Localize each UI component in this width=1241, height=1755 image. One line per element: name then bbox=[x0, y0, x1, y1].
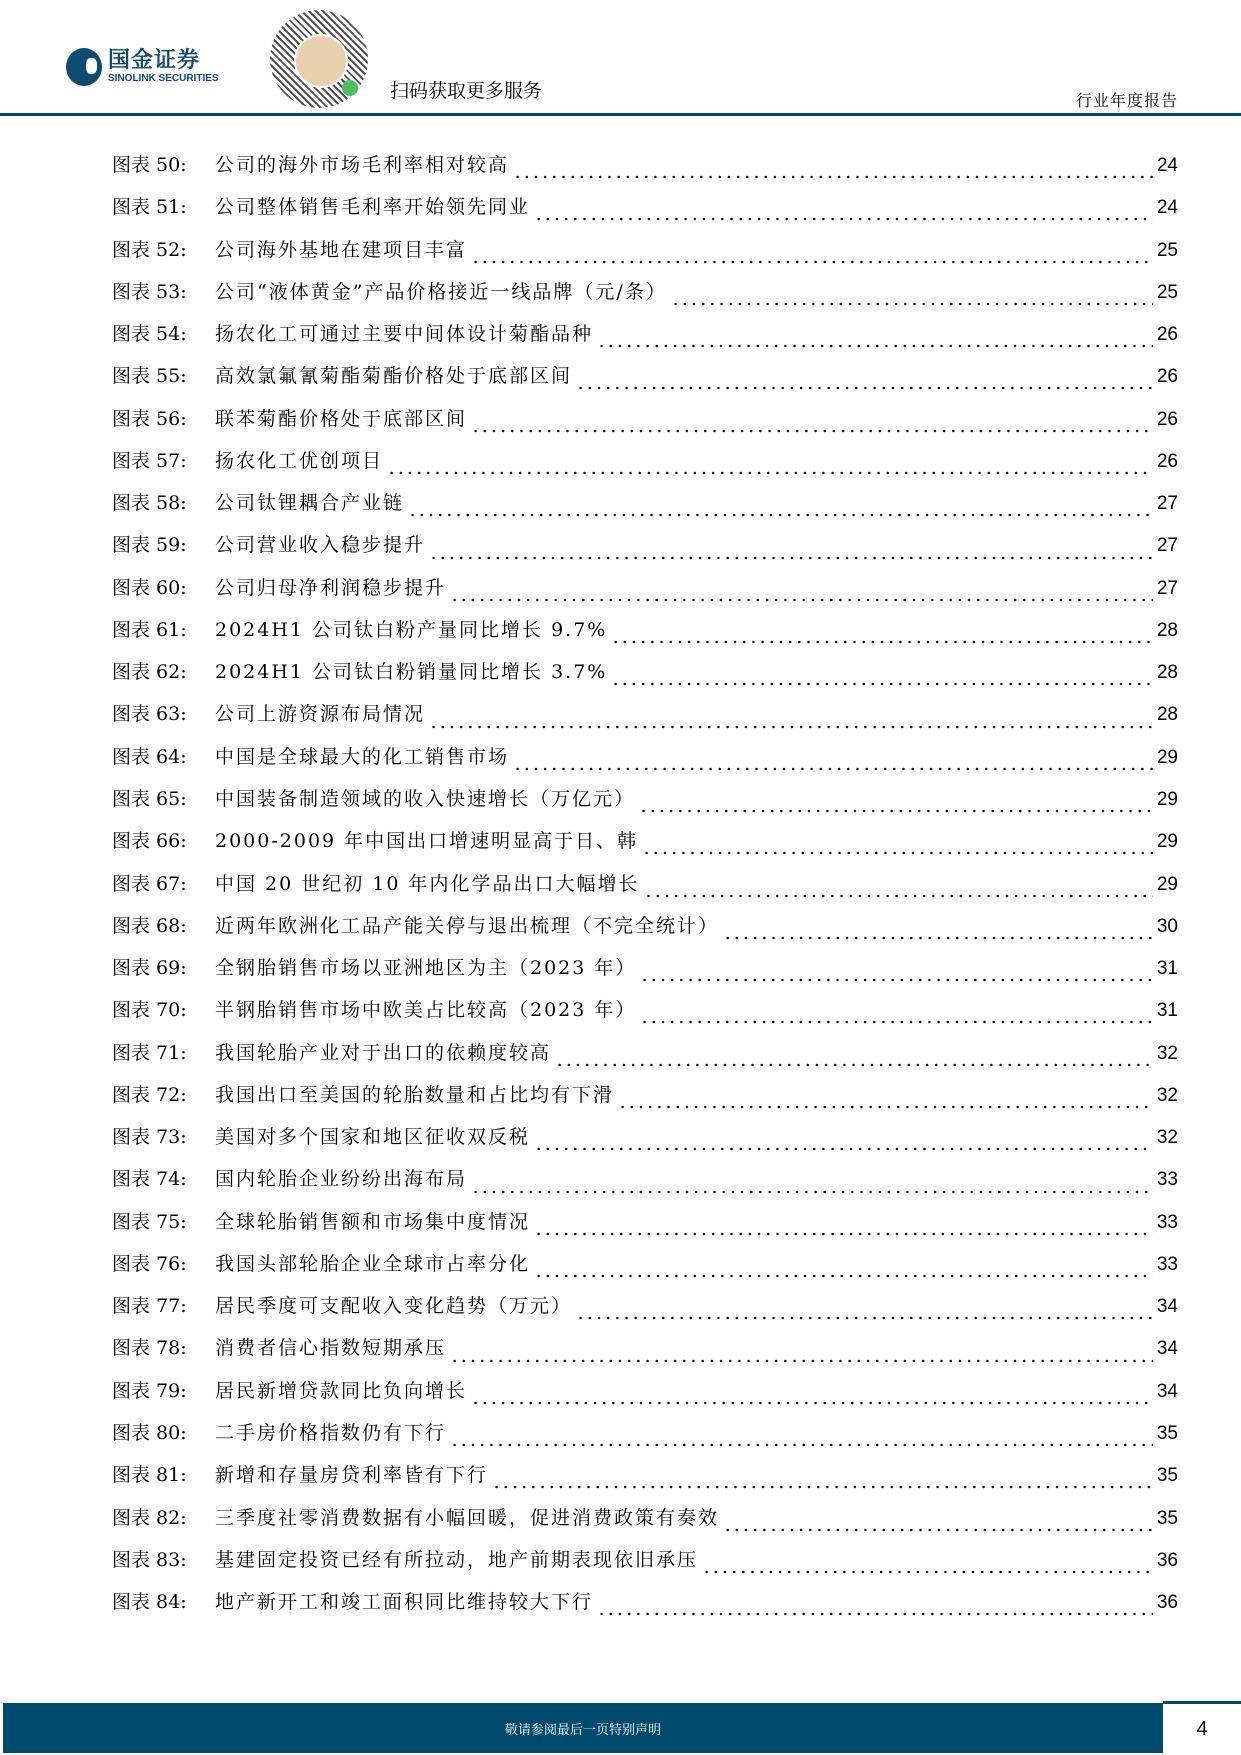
company-logo bbox=[66, 48, 219, 86]
figure-title[interactable]: 公司“液体黄金”产品价格接近一线品牌（元/条） bbox=[215, 280, 667, 303]
toc-entry[interactable] bbox=[112, 404, 1178, 446]
figure-title[interactable]: 公司海外基地在建项目丰富 bbox=[215, 238, 468, 261]
toc-entry[interactable] bbox=[112, 530, 1178, 572]
toc-entry[interactable] bbox=[112, 1460, 1178, 1502]
figure-title[interactable]: 公司钛锂耦合产业链 bbox=[215, 492, 405, 515]
dot-leader bbox=[513, 767, 1153, 771]
figure-label: 图表 51: bbox=[112, 196, 187, 219]
figure-label: 图表 53: bbox=[112, 280, 187, 303]
figure-title[interactable]: 我国头部轮胎企业全球市占率分化 bbox=[215, 1252, 531, 1275]
toc-entry[interactable] bbox=[112, 150, 1178, 192]
dot-leader bbox=[597, 1612, 1153, 1616]
figure-title[interactable]: 新增和存量房贷利率皆有下行 bbox=[215, 1464, 489, 1487]
figure-label: 图表 74: bbox=[112, 1168, 187, 1191]
dot-leader bbox=[429, 725, 1153, 729]
toc-entry[interactable] bbox=[112, 699, 1178, 741]
figure-title[interactable]: 公司上游资源布局情况 bbox=[215, 703, 426, 726]
figure-title[interactable]: 二手房价格指数仍有下行 bbox=[215, 1421, 447, 1444]
figure-label: 图表 61: bbox=[112, 618, 187, 641]
figure-label: 图表 52: bbox=[112, 238, 187, 261]
figure-title[interactable]: 国内轮胎企业纷纷出海布局 bbox=[215, 1168, 468, 1191]
page-ref[interactable]: 26 bbox=[1156, 324, 1178, 346]
dot-leader bbox=[671, 302, 1153, 306]
figure-title[interactable]: 扬农化工可通过主要中间体设计菊酯品种 bbox=[215, 323, 594, 346]
toc-entry[interactable] bbox=[112, 953, 1178, 995]
figure-title[interactable]: 2000-2009 年中国出口增速明显高于日、韩 bbox=[215, 830, 639, 853]
dot-leader bbox=[640, 978, 1152, 982]
toc-entry[interactable] bbox=[112, 826, 1178, 868]
page-ref[interactable]: 34 bbox=[1156, 1380, 1178, 1402]
dot-leader bbox=[450, 1359, 1153, 1363]
mini-program-icon bbox=[342, 80, 358, 96]
page-ref[interactable]: 26 bbox=[1156, 450, 1178, 472]
page-ref[interactable]: 35 bbox=[1156, 1422, 1178, 1444]
figure-label: 图表 67: bbox=[112, 872, 187, 895]
figure-title[interactable]: 居民季度可支配收入变化趋势（万元） bbox=[215, 1295, 573, 1318]
figure-label: 图表 80: bbox=[112, 1421, 187, 1444]
dot-leader bbox=[429, 556, 1153, 560]
toc-entry[interactable] bbox=[112, 1545, 1178, 1587]
figure-title[interactable]: 联苯菊酯价格处于底部区间 bbox=[215, 407, 468, 430]
toc-entry[interactable] bbox=[112, 1207, 1178, 1249]
figure-title[interactable]: 近两年欧洲化工品产能关停与退出梳理（不完全统计） bbox=[215, 914, 720, 937]
dot-leader bbox=[640, 1020, 1152, 1024]
figure-label: 图表 56: bbox=[112, 407, 187, 430]
figure-title[interactable]: 我国出口至美国的轮胎数量和占比均有下滑 bbox=[215, 1083, 615, 1106]
toc-entry[interactable] bbox=[112, 1418, 1178, 1460]
figure-title[interactable]: 地产新开工和竣工面积同比维持较大下行 bbox=[215, 1591, 594, 1614]
figure-label: 图表 55: bbox=[112, 365, 187, 388]
toc-entry[interactable] bbox=[112, 911, 1178, 953]
figure-label: 图表 70: bbox=[112, 999, 187, 1022]
figure-title[interactable]: 公司的海外市场毛利率相对较高 bbox=[215, 154, 510, 176]
toc-entry[interactable] bbox=[112, 742, 1178, 784]
dot-leader bbox=[723, 936, 1153, 940]
toc-entry[interactable] bbox=[112, 1291, 1178, 1333]
figure-label: 图表 54: bbox=[112, 323, 187, 346]
page-ref[interactable]: 29 bbox=[1156, 873, 1178, 895]
figure-title[interactable]: 中国装备制造领域的收入快速增长（万亿元） bbox=[215, 787, 636, 810]
figure-title[interactable]: 公司营业收入稳步提升 bbox=[215, 534, 426, 557]
page-ref[interactable]: 34 bbox=[1156, 1296, 1178, 1318]
dot-leader bbox=[471, 1190, 1153, 1194]
figure-title[interactable]: 居民新增贷款同比负向增长 bbox=[215, 1379, 468, 1402]
qr-code-icon[interactable] bbox=[270, 10, 368, 108]
figure-title[interactable]: 美国对多个国家和地区征收双反税 bbox=[215, 1126, 531, 1149]
figure-title[interactable]: 扬农化工优创项目 bbox=[215, 449, 384, 472]
toc-entry[interactable] bbox=[112, 995, 1178, 1037]
toc-entry[interactable] bbox=[112, 784, 1178, 826]
toc-entry[interactable] bbox=[112, 361, 1178, 403]
qr-center-logo bbox=[294, 34, 348, 88]
toc-entry[interactable] bbox=[112, 1587, 1178, 1629]
page-ref[interactable]: 28 bbox=[1156, 704, 1178, 726]
toc-entry[interactable] bbox=[112, 869, 1178, 911]
figure-label: 图表 66: bbox=[112, 830, 187, 853]
dot-leader bbox=[471, 260, 1153, 264]
page-ref[interactable]: 31 bbox=[1156, 1000, 1178, 1022]
page-ref[interactable]: 29 bbox=[1156, 746, 1178, 768]
page-ref[interactable]: 29 bbox=[1156, 788, 1178, 810]
toc-entry[interactable] bbox=[112, 1333, 1178, 1375]
logo-mark-icon bbox=[66, 48, 102, 86]
figure-title[interactable]: 我国轮胎产业对于出口的依赖度较高 bbox=[215, 1041, 552, 1064]
toc-entry[interactable] bbox=[112, 192, 1178, 234]
page-ref[interactable]: 24 bbox=[1156, 197, 1178, 219]
figure-label: 图表 57: bbox=[112, 449, 187, 472]
figure-label: 图表 84: bbox=[112, 1591, 187, 1614]
dot-leader bbox=[702, 1570, 1153, 1574]
figure-label: 图表 76: bbox=[112, 1252, 187, 1275]
logo-chinese-name: 国金证券 bbox=[108, 48, 201, 73]
figure-label: 图表 59: bbox=[112, 534, 187, 557]
toc-entry[interactable] bbox=[112, 235, 1178, 277]
figure-title[interactable]: 消费者信心指数短期承压 bbox=[215, 1337, 447, 1360]
page-ref[interactable]: 27 bbox=[1156, 535, 1178, 557]
dot-leader bbox=[471, 429, 1153, 433]
toc-entry[interactable] bbox=[112, 615, 1178, 657]
page-ref[interactable]: 34 bbox=[1156, 1338, 1178, 1360]
toc-entry[interactable] bbox=[112, 277, 1178, 319]
report-type-label: 行业年度报告 bbox=[1075, 91, 1178, 110]
dot-leader bbox=[644, 894, 1153, 898]
toc-entry[interactable] bbox=[112, 1249, 1178, 1291]
page-ref[interactable]: 27 bbox=[1156, 577, 1178, 599]
page-ref[interactable]: 26 bbox=[1156, 366, 1178, 388]
figure-title[interactable]: 2024H1 公司钛白粉产量同比增长 9.7% bbox=[215, 618, 608, 641]
figure-label: 图表 69: bbox=[112, 957, 187, 980]
dot-leader bbox=[723, 1528, 1153, 1532]
figure-title[interactable]: 公司整体销售毛利率开始领先同业 bbox=[215, 196, 531, 219]
page-ref[interactable]: 25 bbox=[1156, 239, 1178, 261]
page-ref[interactable]: 32 bbox=[1156, 1084, 1178, 1106]
figure-label: 图表 58: bbox=[112, 492, 187, 515]
logo-english-name: SINOLINK SECURITIES bbox=[108, 73, 219, 84]
figure-label: 图表 78: bbox=[112, 1337, 187, 1360]
footer-bar bbox=[3, 1703, 1163, 1753]
page-ref[interactable]: 33 bbox=[1156, 1169, 1178, 1191]
dot-leader bbox=[408, 513, 1153, 517]
dot-leader bbox=[611, 682, 1152, 686]
toc-entry[interactable] bbox=[112, 657, 1178, 699]
page-ref[interactable]: 28 bbox=[1156, 662, 1178, 684]
figure-label: 图表 72: bbox=[112, 1083, 187, 1106]
toc-entry[interactable] bbox=[112, 1122, 1178, 1164]
dot-leader bbox=[534, 217, 1153, 221]
figure-index-list bbox=[112, 150, 1178, 1629]
dot-leader bbox=[450, 1443, 1153, 1447]
figure-title[interactable]: 2024H1 公司钛白粉销量同比增长 3.7% bbox=[215, 661, 608, 684]
dot-leader bbox=[534, 1147, 1153, 1151]
page-ref[interactable]: 25 bbox=[1156, 281, 1178, 303]
figure-label: 图表 77: bbox=[112, 1295, 187, 1318]
dot-leader bbox=[513, 175, 1153, 179]
toc-entry[interactable] bbox=[112, 1080, 1178, 1122]
figure-title[interactable]: 全钢胎销售市场以亚洲地区为主（2023 年） bbox=[215, 957, 637, 980]
figure-label: 图表 65: bbox=[112, 787, 187, 810]
page-ref[interactable]: 32 bbox=[1156, 1127, 1178, 1149]
dot-leader bbox=[534, 1274, 1153, 1278]
dot-leader bbox=[450, 598, 1153, 602]
figure-label: 图表 64: bbox=[112, 745, 187, 768]
page-ref[interactable]: 29 bbox=[1156, 831, 1178, 853]
dot-leader bbox=[576, 386, 1153, 390]
figure-label: 图表 82: bbox=[112, 1506, 187, 1529]
figure-label: 图表 62: bbox=[112, 661, 187, 684]
toc-entry[interactable] bbox=[112, 1376, 1178, 1418]
dot-leader bbox=[642, 851, 1153, 855]
dot-leader bbox=[618, 1105, 1153, 1109]
figure-label: 图表 68: bbox=[112, 914, 187, 937]
figure-label: 图表 79: bbox=[112, 1379, 187, 1402]
dot-leader bbox=[576, 1316, 1153, 1320]
dot-leader bbox=[639, 809, 1153, 813]
dot-leader bbox=[555, 1063, 1153, 1067]
page-ref[interactable]: 35 bbox=[1156, 1507, 1178, 1529]
page-ref[interactable]: 31 bbox=[1156, 958, 1178, 980]
dot-leader bbox=[471, 1401, 1153, 1405]
toc-entry[interactable] bbox=[112, 446, 1178, 488]
page-ref[interactable]: 36 bbox=[1156, 1549, 1178, 1571]
figure-title[interactable]: 半钢胎销售市场中欧美占比较高（2023 年） bbox=[215, 999, 637, 1022]
figure-label: 图表 73: bbox=[112, 1126, 187, 1149]
figure-title[interactable]: 基建固定投资已经有所拉动，地产前期表现依旧承压 bbox=[215, 1548, 699, 1571]
page-ref[interactable]: 35 bbox=[1156, 1465, 1178, 1487]
figure-title[interactable]: 全球轮胎销售额和市场集中度情况 bbox=[215, 1210, 531, 1233]
toc-entry[interactable] bbox=[112, 319, 1178, 361]
figure-label: 图表 60: bbox=[112, 576, 187, 599]
toc-entry[interactable] bbox=[112, 1038, 1178, 1080]
page-ref[interactable]: 36 bbox=[1156, 1592, 1178, 1614]
dot-leader bbox=[611, 640, 1152, 644]
header-divider bbox=[0, 113, 1241, 116]
footer-disclaimer: 敬请参阅最后一页特别声明 bbox=[504, 1722, 661, 1738]
page-ref[interactable]: 28 bbox=[1156, 619, 1178, 641]
page-ref[interactable]: 26 bbox=[1156, 408, 1178, 430]
scan-prompt: 扫码获取更多服务 bbox=[390, 80, 543, 102]
dot-leader bbox=[387, 471, 1153, 475]
dot-leader bbox=[534, 1232, 1153, 1236]
figure-title[interactable]: 中国 20 世纪初 10 年内化学品出口大幅增长 bbox=[215, 872, 640, 895]
figure-title[interactable]: 公司归母净利润稳步提升 bbox=[215, 576, 447, 599]
figure-label: 图表 81: bbox=[112, 1464, 187, 1487]
toc-entry[interactable] bbox=[112, 1503, 1178, 1545]
toc-entry[interactable] bbox=[112, 488, 1178, 530]
toc-entry[interactable] bbox=[112, 573, 1178, 615]
figure-title[interactable]: 高效氯氟氰菊酯菊酯价格处于底部区间 bbox=[215, 365, 573, 388]
page-ref[interactable]: 24 bbox=[1156, 155, 1178, 176]
page-ref[interactable]: 33 bbox=[1156, 1211, 1178, 1233]
page-number: 4 bbox=[1196, 1717, 1208, 1740]
page-ref[interactable]: 30 bbox=[1156, 915, 1178, 937]
figure-label: 图表 63: bbox=[112, 703, 187, 726]
figure-label: 图表 75: bbox=[112, 1210, 187, 1233]
figure-title[interactable]: 三季度社零消费数据有小幅回暖，促进消费政策有奏效 bbox=[215, 1506, 720, 1529]
dot-leader bbox=[597, 344, 1153, 348]
figure-label: 图表 71: bbox=[112, 1041, 187, 1064]
figure-label: 图表 83: bbox=[112, 1548, 187, 1571]
figure-label: 图表 50: bbox=[112, 154, 187, 176]
toc-entry[interactable] bbox=[112, 1164, 1178, 1206]
page-ref[interactable]: 27 bbox=[1156, 493, 1178, 515]
page-ref[interactable]: 32 bbox=[1156, 1042, 1178, 1064]
dot-leader bbox=[492, 1485, 1153, 1489]
figure-title[interactable]: 中国是全球最大的化工销售市场 bbox=[215, 745, 510, 768]
page-ref[interactable]: 33 bbox=[1156, 1253, 1178, 1275]
